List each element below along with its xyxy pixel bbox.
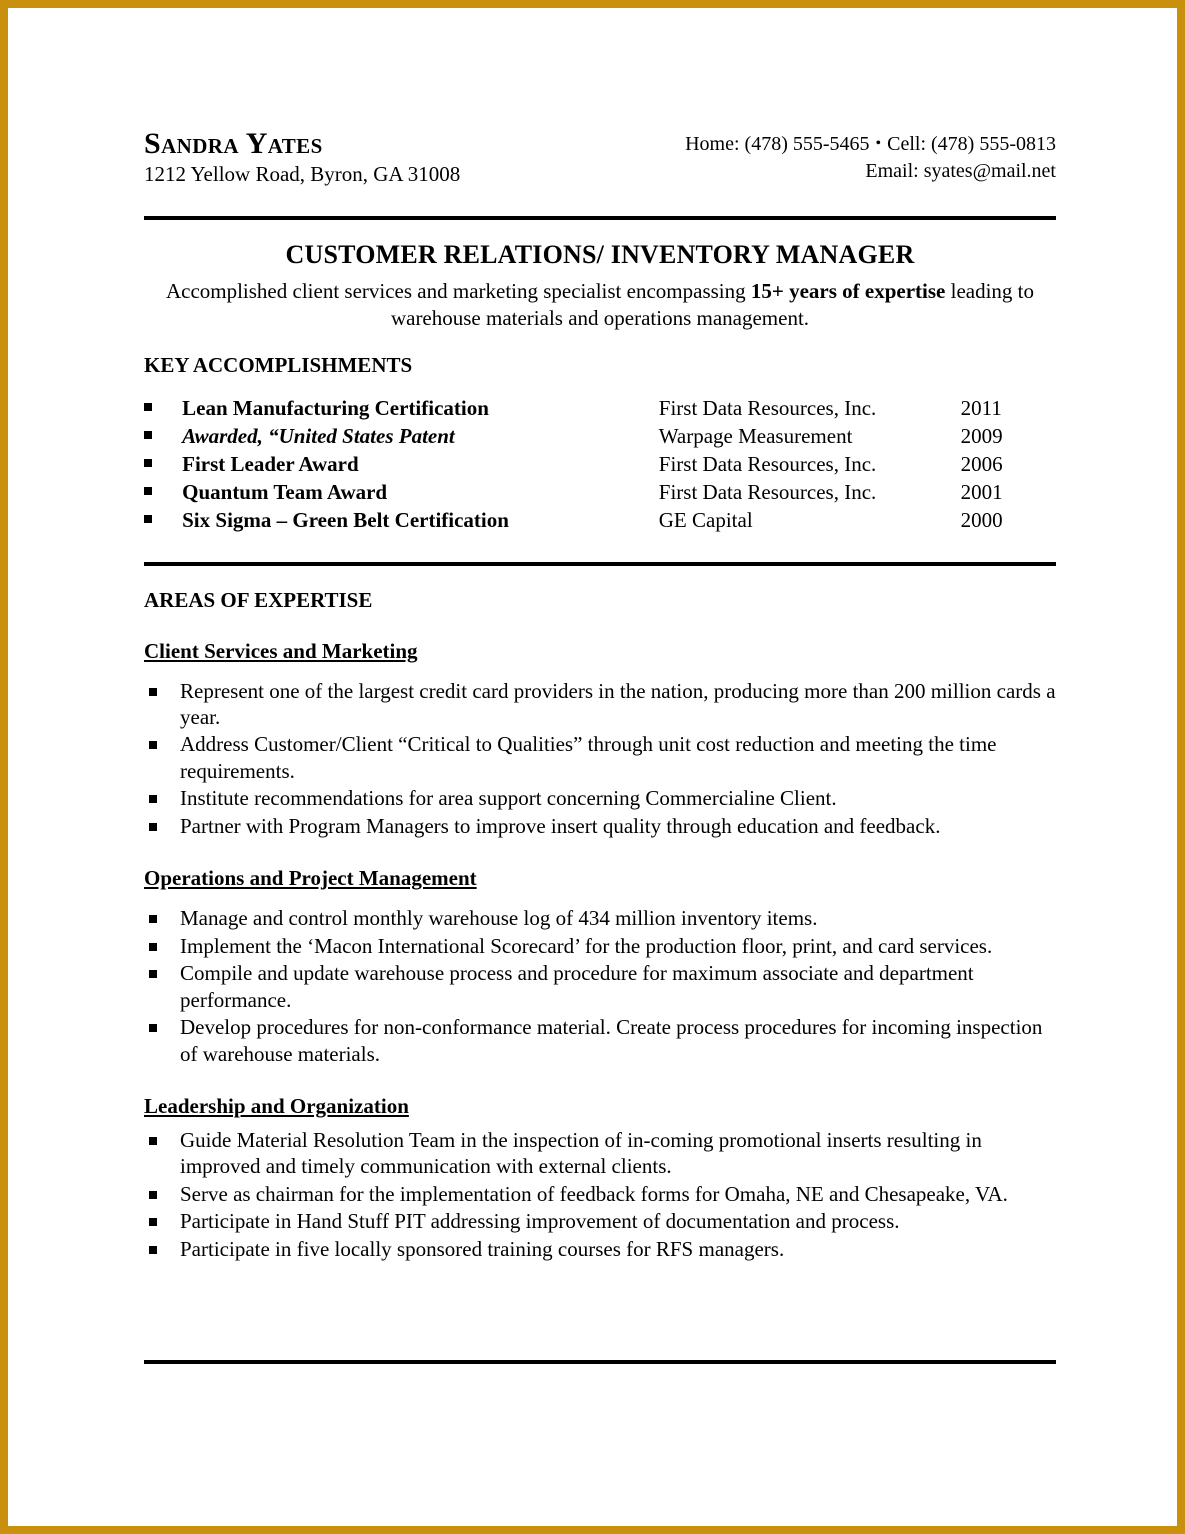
expertise-subsection-operations: [144, 840, 1056, 1067]
resume-header: [144, 128, 1056, 188]
award-name: Lean Manufacturing Certification: [182, 396, 489, 421]
header-contact-block: [685, 128, 1056, 185]
award-organization: GE Capital: [658, 507, 753, 532]
award-name: Six Sigma – Green Belt Certification: [182, 507, 509, 532]
award-organization: First Data Resources, Inc.: [658, 396, 877, 421]
award-year: 2001: [960, 479, 1003, 504]
list-item: Guide Material Resolution Team in the inspection of in-coming promotional inserts resulting in improved and timely communication with external clients.: [144, 1127, 1056, 1180]
professional-summary: [144, 278, 1056, 332]
row-bullet-cell: [144, 480, 182, 508]
list-item: Participate in Hand Stuff PIT addressing improvement of documentation and process.: [144, 1208, 1056, 1234]
bullet-separator-icon: •: [875, 135, 882, 152]
summary-text-end: leading to warehouse materials and operations management.: [390, 278, 1035, 330]
accomplishments-divider: [144, 562, 1056, 566]
table-row: [144, 480, 1056, 508]
square-bullet-icon: [144, 403, 152, 411]
home-phone: Home: (478) 555-5465: [685, 133, 870, 155]
list-item: Manage and control monthly warehouse log of 434 million inventory items.: [144, 905, 1056, 931]
list-item: Partner with Program Managers to improve insert quality through education and feedback.: [144, 813, 1056, 839]
list-item: Address Customer/Client “Critical to Qualities” through unit cost reduction and meeting the time requirements.: [144, 731, 1056, 784]
subsection-bullet-list: [144, 1127, 1056, 1262]
award-organization: First Data Resources, Inc.: [658, 479, 877, 504]
list-item: Serve as chairman for the implementation of feedback forms for Omaha, NE and Chesapeake, VA.: [144, 1181, 1056, 1207]
subsection-title: Leadership and Organization: [144, 1093, 409, 1118]
table-row: [144, 452, 1056, 480]
contact-phone-line: [685, 131, 1056, 158]
list-item: Participate in five locally sponsored training courses for RFS managers.: [144, 1236, 1056, 1262]
header-identity-block: [144, 128, 460, 188]
row-bullet-cell: [144, 396, 182, 424]
square-bullet-icon: [144, 487, 152, 495]
candidate-name: Sandra Yates: [144, 127, 323, 160]
cell-phone: Cell: (478) 555-0813: [887, 133, 1056, 155]
list-item: Compile and update warehouse process and procedure for maximum associate and department performance.: [144, 960, 1056, 1013]
table-row: [144, 424, 1056, 452]
resume-sheet: [8, 8, 1177, 1526]
subsection-bullet-list: [144, 905, 1056, 1067]
contact-email-line: Email: syates@mail.net: [865, 160, 1056, 182]
row-bullet-cell: [144, 452, 182, 480]
square-bullet-icon: [144, 459, 152, 467]
table-row: [144, 396, 1056, 424]
row-bullet-cell: [144, 508, 182, 536]
subsection-title: Operations and Project Management: [144, 866, 477, 891]
subsection-bullet-list: [144, 678, 1056, 840]
row-bullet-cell: [144, 424, 182, 452]
list-item: Implement the ‘Macon International Scorecard’ for the production floor, print, and card services.: [144, 933, 1056, 959]
candidate-address: 1212 Yellow Road, Byron, GA 31008: [144, 162, 461, 187]
key-accomplishments-heading: KEY ACCOMPLISHMENTS: [144, 353, 413, 378]
summary-text-start: Accomplished client services and marketing specialist encompassing: [165, 278, 751, 303]
square-bullet-icon: [144, 431, 152, 439]
expertise-subsection-client-services: [144, 613, 1056, 840]
award-organization: First Data Resources, Inc.: [658, 452, 877, 477]
award-year: 2006: [960, 452, 1003, 477]
key-accomplishments-body: [144, 396, 1056, 535]
key-accomplishments-table: [144, 396, 1056, 535]
areas-of-expertise-heading: AREAS OF EXPERTISE: [144, 587, 373, 612]
award-name: Awarded, “United States Patent: [182, 424, 455, 449]
award-year: 2011: [960, 396, 1002, 421]
footer-divider: [144, 1360, 1056, 1364]
award-year: 2009: [960, 424, 1003, 449]
list-item: Develop procedures for non-conformance material. Create process procedures for incoming inspection of warehouse materials.: [144, 1014, 1056, 1067]
summary-emphasis: 15+ years of expertise: [750, 278, 946, 303]
award-name: First Leader Award: [182, 452, 359, 477]
award-organization: Warpage Measurement: [658, 424, 853, 449]
list-item: Institute recommendations for area support concerning Commercialine Client.: [144, 785, 1056, 811]
square-bullet-icon: [144, 515, 152, 523]
award-name: Quantum Team Award: [182, 479, 388, 504]
subsection-title: Client Services and Marketing: [144, 638, 418, 663]
header-divider: [144, 216, 1056, 220]
table-row: [144, 508, 1056, 536]
award-year: 2000: [960, 507, 1003, 532]
list-item: Represent one of the largest credit card providers in the nation, producing more than 200 million cards a year.: [144, 678, 1056, 731]
page-title: CUSTOMER RELATIONS/ INVENTORY MANAGER: [285, 239, 915, 269]
expertise-subsection-leadership: [144, 1068, 1056, 1262]
resume-content: [144, 128, 1056, 1263]
